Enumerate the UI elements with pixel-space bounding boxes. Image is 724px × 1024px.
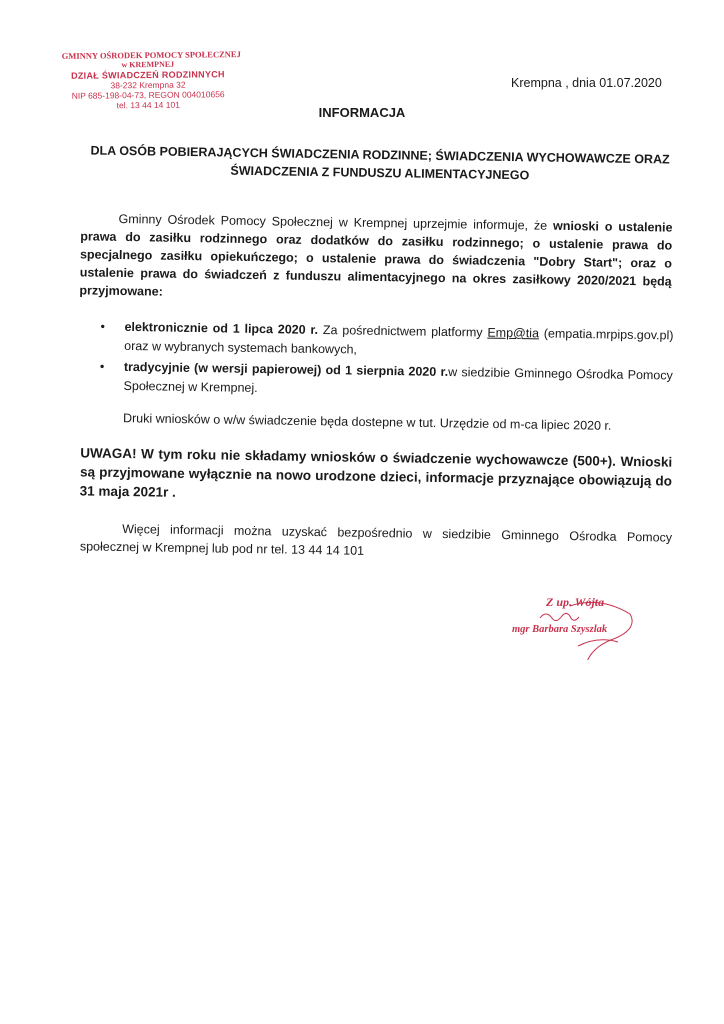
- stamp-line: w KREMPNEJ: [121, 59, 175, 70]
- bullet-icon: •: [100, 319, 106, 334]
- intro-text: Gminny Ośrodek Pomocy Społecznej w Krempnej uprzejmie informuje, że: [118, 211, 554, 233]
- stamp-line: 38-232 Krempna 32: [110, 79, 186, 91]
- place-and-date: Krempna , dnia 01.07.2020: [511, 76, 662, 90]
- bullet-icon: •: [99, 359, 105, 374]
- forms-availability-note: Druki wniosków o w/w świadczenie będa dostepne w tut. Urzędzie od m-ca lipiec 2020 r.: [122, 411, 612, 433]
- signature-name: mgr Barbara Szyszlak: [512, 624, 608, 635]
- stamp-line: DZIAŁ ŚWIADCZEŃ RODZINNYCH: [70, 69, 225, 81]
- list-item: [98, 317, 674, 364]
- empatia-link[interactable]: Emp@tia: [487, 325, 540, 341]
- method-paper: tradycyjnie (w wersji papierowej) od 1 sierpnia 2020 r.: [123, 359, 449, 379]
- method-text: Za pośrednictwem platformy: [317, 322, 488, 340]
- method-text: (empatia.mrpips.gov.pl) oraz w wybranych systemach bankowych,: [124, 326, 674, 357]
- intro-paragraph: [79, 209, 672, 308]
- document-title: INFORMACJA: [318, 105, 406, 120]
- stamp-line: tel. 13 44 14 101: [116, 99, 180, 111]
- stamp-line: GMINNY OŚRODEK POMOCY SPOŁECZNEJ: [61, 49, 241, 61]
- official-stamp: [61, 49, 241, 111]
- more-info-paragraph: Więcej informacji można uzyskać bezpośrednio w siedzibie Gminnego Ośrodka Pomocy społecznej w Krempnej lub pod nr tel. 13 44 14 101: [79, 522, 673, 558]
- list-item: [97, 357, 673, 404]
- document-subtitle: DLA OSÓB POBIERAJĄCYCH ŚWIADCZENIA RODZINNE; ŚWIADCZENIA WYCHOWAWCZE ORAZ ŚWIADCZENIA Z FUNDUSZU ALIMENTACYJNEGO: [90, 143, 670, 183]
- method-text: w siedzibie Gminnego Ośrodka Pomocy Społecznej w Krempnej.: [123, 364, 673, 395]
- submission-methods-list: [97, 317, 673, 406]
- stamp-line: NIP 685-198-04-73, REGON 004010656: [71, 89, 225, 101]
- signature-block: [510, 590, 650, 660]
- signature-authority: Z up. Wójta: [546, 595, 605, 609]
- warning-notice: UWAGA! W tym roku nie składamy wniosków o świadczenie wychowawcze (500+). Wnioski są przyjmowane wyłącznie na nowo urodzone dzieci, informacje przyznające obowiązują do 31 maja 2021r .: [79, 445, 673, 500]
- method-electronic: elektronicznie od 1 lipca 2020 r.: [124, 319, 319, 337]
- intro-bold-text: wnioski o ustalenie prawa do zasiłku rodzinnego oraz dodatków do zasiłku rodzinnego; o ustalenie prawa do specjalnego zasiłku opiekuńczego; o ustalenie prawa do świadczenia "Dobry Start"; oraz o ustalenie prawa do świadczeń z funduszu alimentacyjnego na okres zasiłkowy 2020/2021 będą przyjmowane:: [79, 218, 673, 299]
